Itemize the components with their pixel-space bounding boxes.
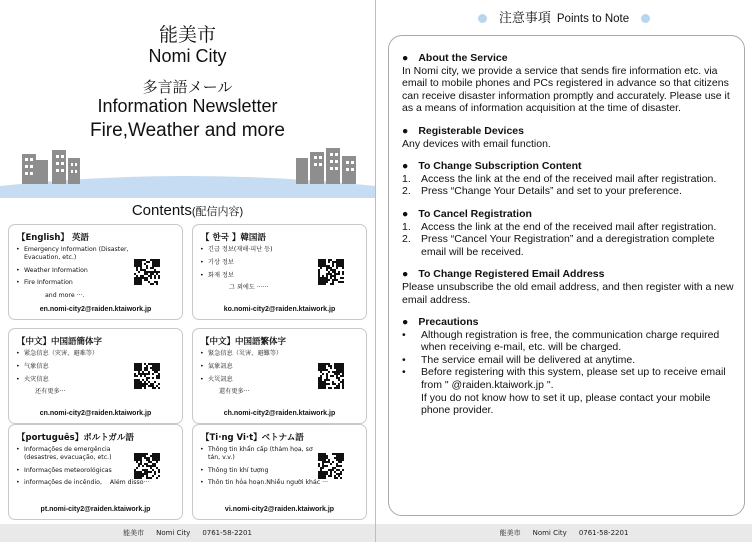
email-address: ko.nomi-city2@raiden.ktaiwork.jp [223,306,336,313]
list-item: • 화재 정보 [200,271,234,279]
qr-code-icon[interactable] [134,259,160,285]
page-footer [376,524,752,542]
list-item: • 紧急信息（灾害、避难等） [16,350,99,357]
contents-heading [0,202,375,219]
card-header: 【Ti·ng Vi·t】ベトナム語 [201,433,304,443]
footer-phone: 0761-58-2201 [202,529,252,537]
card-vietnamese [192,424,367,520]
section-title: ● To Change Subscription Content [402,160,582,173]
list-item: • Thông tin khẩn cấp (thảm họa, sơ tán, v.v.) [200,446,313,461]
email-address: en.nomi-city2@raiden.ktaiwork.jp [39,306,152,313]
section-text: If you do not know how to set it up, please contact your mobile phone provider. [421,391,711,417]
circle-bullet-icon [641,14,650,23]
card-portuguese [8,424,183,520]
list-item: • 기상 정보 [200,258,234,266]
qr-code-icon[interactable] [134,363,160,389]
card-english [8,224,183,320]
card-korean [192,224,367,320]
card-chinese-simplified [8,328,183,424]
contents-heading-jp: (配信内容) [191,206,244,218]
list-item: • 火灾信息 [16,375,49,383]
list-item: • Thôn tin hỏa hoạn.Nhiều người khác ··· [200,479,329,487]
notes-box [388,35,745,516]
section-text: In Nomi city, we provide a service that sends fire information etc. via email to mobile phones and PCs registered in advance so that citizens can receive disaster information promptly and accurately. Please use it as a means of information acquisition at the time of disaster. [402,64,730,115]
list-item: 2. Press “Change Your Details” and set to your preference. [402,185,682,198]
list-item: • 气象信息 [16,362,49,370]
list-item: • Emergency Information (Disaster, Evacuation, etc.) [16,246,129,261]
email-address: cn.nomi-city2@raiden.ktaiwork.jp [39,410,152,417]
list-item: 2. Press “Cancel Your Registration” and a deregistration complete email will be received. [402,233,715,258]
city-name-en: Nomi City [148,46,227,66]
footer-city-en: Nomi City [156,529,191,537]
footer-city-jp: 能美市 [123,529,145,537]
section-title: ● About the Service [402,52,508,64]
section-title: ● To Change Registered Email Address [402,268,605,281]
section-title: ● Precautions [402,316,479,329]
list-item: • Weather Information [16,266,88,274]
list-item: • 緊急信息（災害、避難等） [200,350,283,357]
qr-code-icon[interactable] [318,259,344,285]
list-item: • 火災訊息 [200,375,233,383]
list-item: 1. Access the link at the end of the received mail after registration. [402,220,717,233]
cityscape-illustration [0,146,375,198]
contents-heading-en: Contents [131,202,192,219]
footer-city-en: Nomi City [532,529,567,537]
email-address: vi.nomi-city2@raiden.ktaiwork.jp [224,506,335,513]
more-text: 還有更多··· [219,388,250,396]
card-header: 【português】ポルトガル語 [17,433,134,443]
card-chinese-traditional [192,328,367,424]
newsletter-title-en: Information Newsletter [97,96,278,116]
card-header: 【English】 英語 [17,233,89,243]
qr-code-icon[interactable] [318,453,344,479]
card-header: 【 한국 】韓国語 [201,233,266,243]
right-page [376,0,752,542]
more-text: 还有更多··· [35,388,66,396]
list-item: • Informações de emergência (desastres, evacuação, etc.) [16,446,112,461]
section-title: ● Registerable Devices [402,124,524,137]
qr-code-icon[interactable] [134,453,160,479]
city-name-jp: 能美市 [158,24,216,46]
circle-bullet-icon [478,14,487,23]
card-header: 【中文】中国語簡体字 [17,337,103,347]
section-title: ● To Cancel Registration [402,207,532,220]
list-item: • 긴급 정보(재해·피난 등) [200,246,273,253]
list-item: • 氣象訊息 [200,362,233,370]
list-item: • The service email will be delivered at anytime. [402,353,636,366]
notes-header-jp: 注意事項 [498,11,551,26]
list-item: 1. Access the link at the end of the received mail after registration. [402,172,717,185]
footer-city-jp: 能美市 [499,529,521,537]
qr-code-icon[interactable] [318,363,344,389]
email-address: pt.nomi-city2@raiden.ktaiwork.jp [40,506,151,513]
email-address: ch.nomi-city2@raiden.ktaiwork.jp [223,410,336,417]
notes-header-en: Points to Note [556,13,630,25]
list-item: • Thông tin khí tượng [200,466,269,474]
list-item: • informações de incêndio, Além disso··· [16,479,150,487]
footer-phone: 0761-58-2201 [578,529,629,537]
list-item: • Informações meteorológicas [16,466,112,474]
notes-header [376,7,752,26]
newsletter-title-jp: 多言語メール [142,78,233,96]
list-item: • Before registering with this system, please set up to receive email from " @raiden.ktaiwork.jp ". [402,366,726,392]
more-text: and more ···. [45,292,85,299]
newsletter-subtitle: Fire,Weather and more [89,120,285,141]
page-footer [0,524,375,542]
more-text: 그 외에도 ······ [229,284,269,292]
list-item: • Fire Information [16,279,73,287]
section-text: Please unsubscribe the old email address, and then register with a new email address. [402,280,734,306]
card-header: 【中文】中国語繁体字 [201,337,287,347]
list-item: • Although registration is free, the communication charge required when receiving e-mail, etc. will be charged. [402,328,720,354]
section-text: Any devices with email function. [402,137,551,150]
